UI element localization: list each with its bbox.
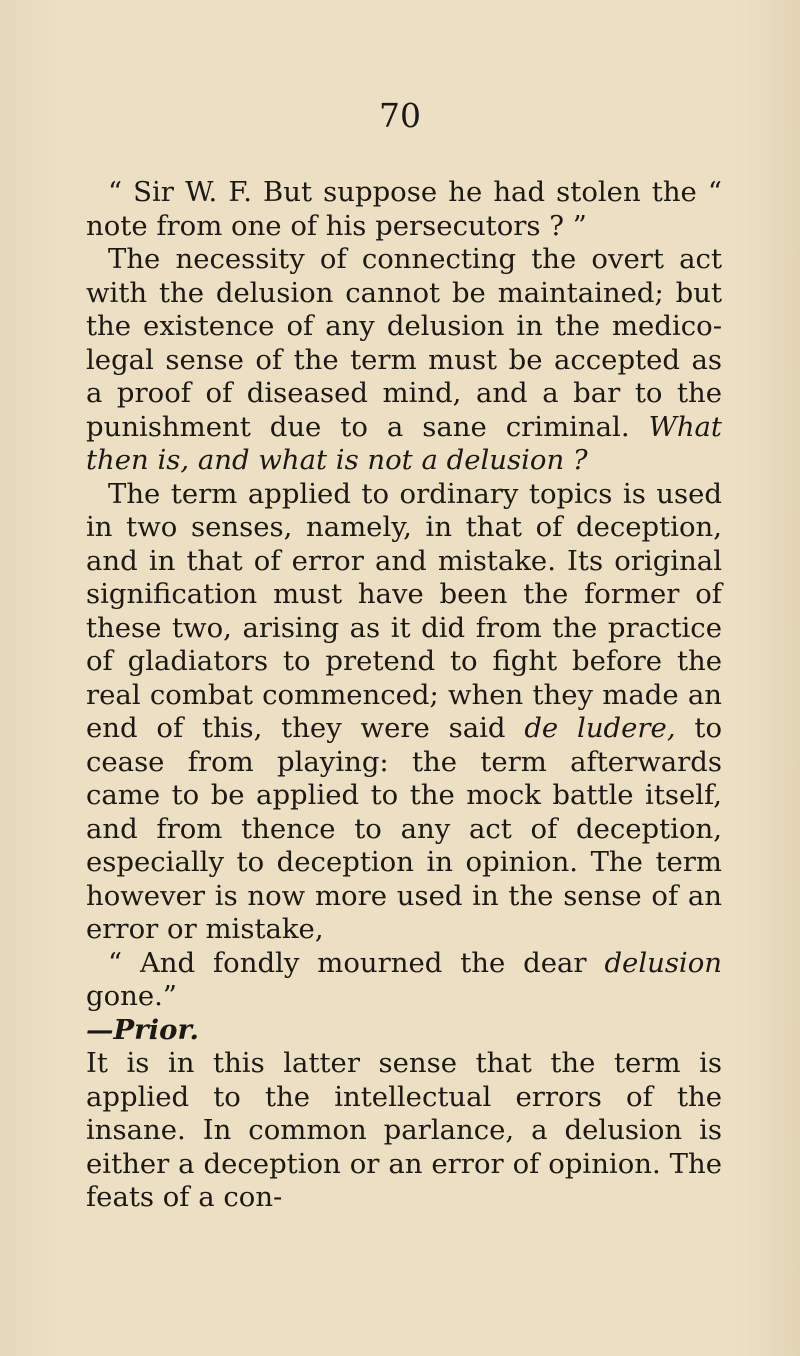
paragraph-necessity: [86, 243, 722, 478]
latin-phrase: de ludere,: [524, 712, 676, 744]
verse-quotation: [86, 947, 722, 1014]
paragraph-term-senses-part1: The term applied to ordinary topics is used in two senses, namely, in that of deception, and in that of error and mistake. Its original signification must have been the former of these two, arising as it did from the practice of gladiators to pretend to fight before the real combat commenced; when they made an end of this, they were said: [86, 477, 722, 744]
paragraph-necessity-question: What then is, and what is not a delusion ?: [86, 410, 722, 476]
body-text: [86, 176, 722, 1215]
paragraph-term-senses-part2: to cease from playing: the term afterwards came to be applied to the mock battle itself, and from thence to any act of deception, especially to deception in opinion. The term however is now more used in the sense of an error or mistake,: [86, 712, 722, 945]
verse-before: “ And fondly mourned the dear: [108, 946, 605, 979]
paragraph-term-senses: [86, 478, 722, 947]
paragraph-latter-sense: It is in this latter sense that the term is applied to the intellectual errors of the insane. In common parlance, a delusion is either a deception or an error of opinion. The feats of a con-: [86, 1047, 722, 1213]
verse-italic-word: delusion: [604, 946, 722, 979]
page-number: 70: [379, 96, 421, 135]
paragraph-necessity-text: The necessity of connecting the overt act with the delusion cannot be maintained; but the existence of any delusion in the medico-legal sense of the term must be accepted as a proof of diseased mind, and a bar to the punishment due to a sane criminal.: [86, 243, 722, 443]
quotation-sir-wf: “ Sir W. F. But suppose he had stolen the “ note from one of his persecutors ? ”: [86, 176, 722, 242]
verse-attribution: —Prior.: [86, 1013, 199, 1046]
verse-after: gone.”: [86, 980, 177, 1012]
